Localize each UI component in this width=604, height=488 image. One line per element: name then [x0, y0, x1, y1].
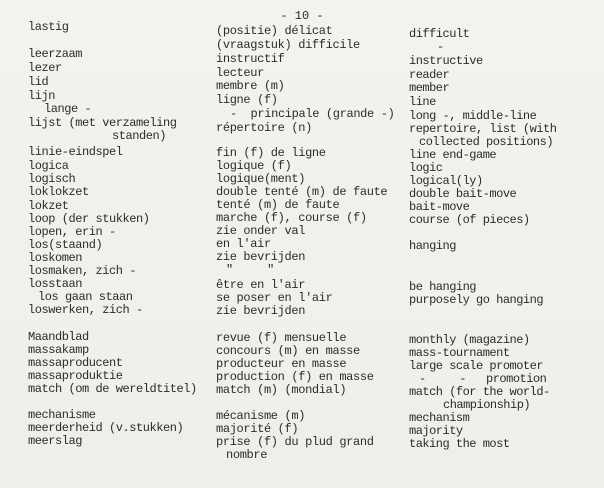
glossary-line: purposely go hanging — [409, 293, 544, 307]
glossary-line: meerderheid (v.stukken) — [28, 421, 184, 435]
glossary-line: collected positions) — [419, 135, 554, 149]
glossary-line: los gaan staan — [38, 290, 133, 304]
glossary-line: logic — [409, 161, 443, 175]
glossary-line: zie bevrijden — [216, 304, 306, 318]
glossary-line: match (m) (mondial) — [216, 383, 347, 397]
glossary-line: match (om de wereldtitel) — [28, 382, 197, 396]
glossary-line: - - promotion — [419, 372, 547, 386]
glossary-line: mechanism — [409, 411, 470, 425]
glossary-line: - principale (grande -) — [230, 107, 395, 121]
glossary-line: los(staand) — [28, 238, 103, 252]
glossary-line: instructif — [216, 52, 285, 66]
glossary-line: (positie) délicat — [216, 24, 333, 38]
glossary-line: instructive — [409, 54, 483, 68]
glossary-line: concours (m) en masse — [216, 344, 360, 358]
glossary-line: Maandblad — [28, 330, 89, 344]
glossary-line: loskomen — [28, 251, 83, 265]
glossary-line: mechanisme — [28, 408, 96, 422]
glossary-line: linie-eindspel — [28, 145, 123, 159]
glossary-line: massakamp — [28, 343, 89, 357]
glossary-line: loswerken, zich - — [28, 303, 143, 317]
glossary-line: revue (f) mensuelle — [216, 331, 347, 345]
glossary-line: bait-move — [409, 200, 470, 214]
glossary-line: répertoire (n) — [216, 121, 312, 135]
glossary-line: lid — [28, 75, 49, 89]
glossary-line: mécanisme (m) — [216, 409, 306, 423]
glossary-line: tenté (m) de faute — [216, 198, 340, 212]
glossary-line: loklokzet — [28, 185, 89, 199]
glossary-line: member — [409, 81, 450, 95]
glossary-line: course (of pieces) — [409, 213, 530, 227]
glossary-line: ligne (f) — [216, 93, 278, 107]
glossary-line: production (f) en masse — [216, 370, 374, 384]
glossary-line: lange - — [44, 102, 92, 116]
glossary-line: lezer — [28, 61, 62, 75]
glossary-line: lecteur — [216, 66, 264, 80]
glossary-line: championship) — [443, 398, 531, 412]
glossary-line: loop (der stukken) — [28, 212, 150, 226]
glossary-line: majority — [409, 424, 463, 438]
glossary-line: mass-tournament — [409, 346, 510, 360]
glossary-line: be hanging — [409, 280, 477, 294]
glossary-line: fin (f) de ligne — [216, 146, 326, 160]
glossary-line: double tenté (m) de faute — [216, 185, 388, 199]
glossary-line: line end-game — [409, 148, 497, 162]
glossary-line: zie onder val — [216, 224, 306, 238]
glossary-line: logique(ment) — [216, 172, 306, 186]
glossary-line: " " — [226, 263, 274, 277]
glossary-line: monthly (magazine) — [409, 333, 530, 347]
glossary-line: se poser en l'air — [216, 291, 333, 305]
glossary-line: match (for the world- — [409, 385, 550, 399]
glossary-line: reader — [409, 68, 450, 82]
glossary-line: nombre — [226, 448, 268, 462]
glossary-line: lokzet — [28, 199, 69, 213]
glossary-line: logique (f) — [216, 159, 292, 173]
glossary-line: zie bevrijden — [216, 250, 306, 264]
glossary-line: massaproducent — [28, 356, 123, 370]
glossary-line: être en l'air — [216, 278, 306, 292]
glossary-line: long -, middle-line — [409, 109, 537, 123]
glossary-line: producteur en masse — [216, 357, 347, 371]
glossary-line: taking the most — [409, 437, 510, 451]
glossary-line: logica — [28, 159, 69, 173]
glossary-line: standen) — [112, 129, 167, 143]
glossary-line: massaproduktie — [28, 369, 123, 383]
glossary-line: leerzaam — [28, 47, 83, 61]
glossary-line: lopen, erin - — [28, 225, 116, 239]
glossary-line: losstaan — [28, 277, 83, 291]
glossary-line: prise (f) du plud grand — [216, 435, 374, 449]
glossary-line: logisch — [28, 172, 76, 186]
glossary-line: lijn — [28, 89, 56, 103]
glossary-line: difficult — [409, 27, 470, 41]
glossary-line: large scale promoter — [409, 359, 544, 373]
page-number: - 10 - — [280, 9, 324, 23]
glossary-line: lijst (met verzameling — [28, 116, 177, 130]
glossary-line: lastig — [28, 20, 69, 34]
glossary-line: double bait-move — [409, 187, 517, 201]
glossary-line: marche (f), course (f) — [216, 211, 367, 225]
glossary-line: losmaken, zich - — [28, 264, 137, 278]
glossary-line: meerslag — [28, 434, 83, 448]
glossary-line: membre (m) — [216, 79, 285, 93]
glossary-line: hanging — [409, 239, 456, 253]
glossary-line: - — [437, 40, 444, 54]
glossary-line: majorité (f) — [216, 422, 299, 436]
glossary-line: repertoire, list (with — [409, 122, 557, 136]
glossary-line: line — [409, 95, 436, 109]
glossary-line: (vraagstuk) difficile — [216, 38, 360, 52]
glossary-line: en l'air — [216, 237, 271, 251]
glossary-line: logical(ly) — [409, 174, 483, 188]
